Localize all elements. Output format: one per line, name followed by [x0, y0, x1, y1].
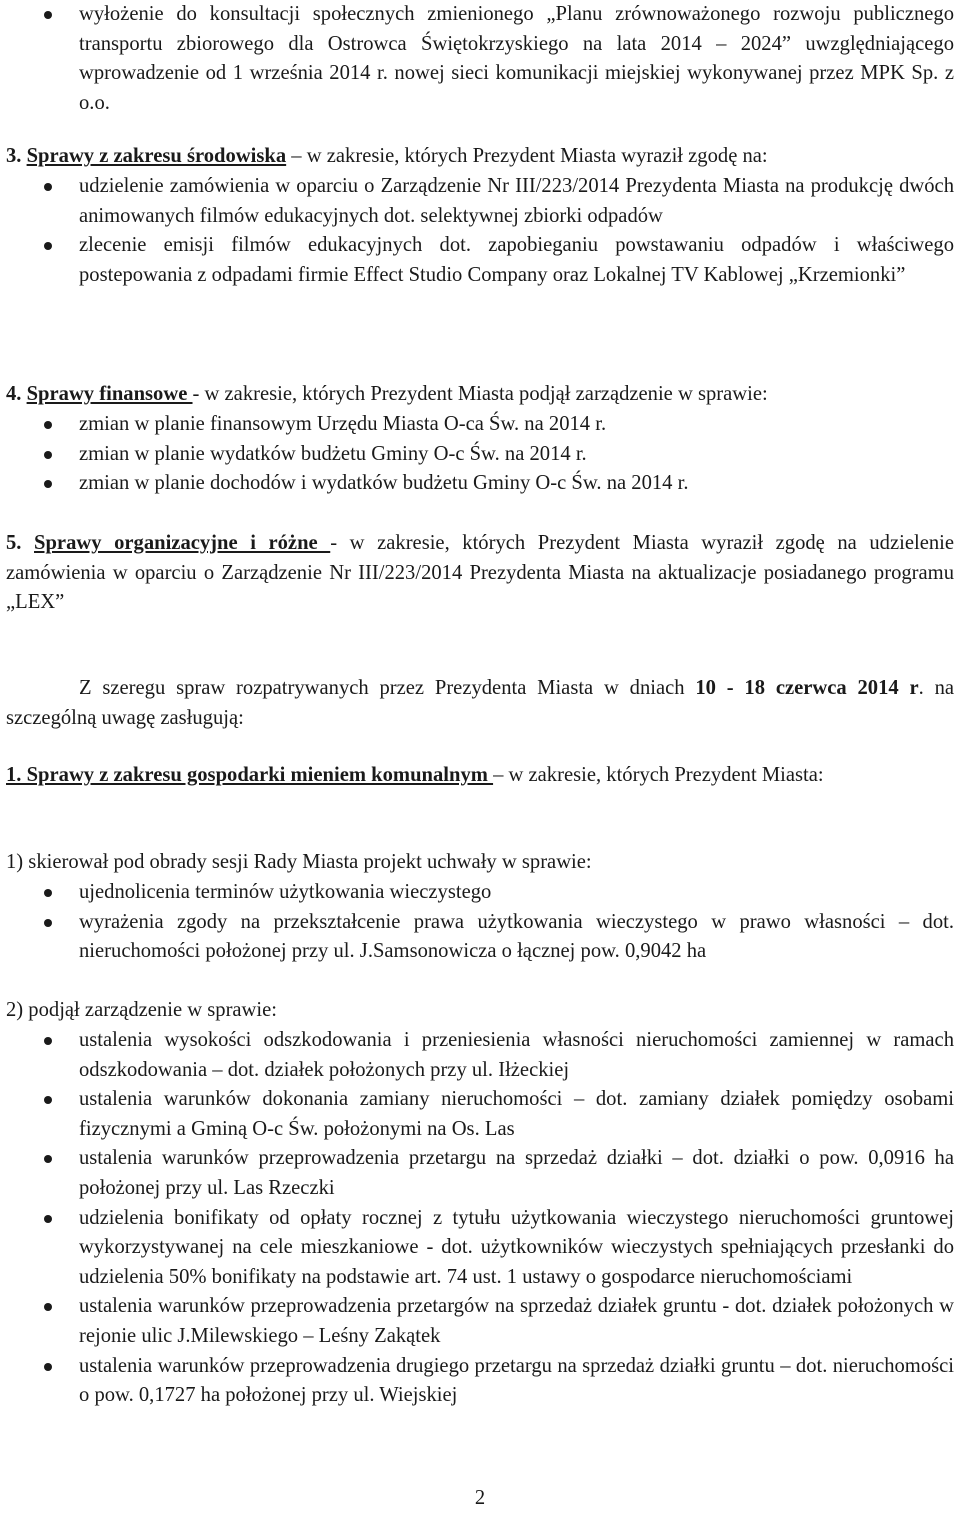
- list-item: zlecenie emisji filmów edukacyjnych dot. zapobieganiu powstawaniu odpadów i właściwego postepowania z odpadami firmie Effect Studio Company oraz Lokalnej TV Kablowej „Krzemionki”: [6, 231, 954, 290]
- section-intro: – w zakresie, których Prezydent Miasta:: [493, 764, 824, 786]
- list-item: zmian w planie dochodów i wydatków budżetu Gminy O-c Św. na 2014 r.: [6, 469, 954, 499]
- section-5-paragraph: [6, 529, 954, 618]
- list-item: ustalenia warunków dokonania zamiany nieruchomości – dot. zamiany działek pomiędzy osobami fizycznymi a Gminą O-c Św. położonymi na Os. Las: [6, 1085, 954, 1144]
- section-number: 5.: [6, 532, 35, 554]
- summary-tail: . na szczególną uwagę zasługują:: [6, 677, 955, 729]
- list-item: ustalenia warunków przeprowadzenia przetargu na sprzedaż działki – dot. działki o pow. 0,0916 ha położonej przy ul. Las Rzeczki: [6, 1144, 954, 1203]
- section-title: Sprawy z zakresu środowiska: [26, 145, 287, 167]
- section-intro: - w zakresie, których Prezydent Miasta podjął zarządzenie w sprawie:: [192, 383, 768, 405]
- list-item: ujednolicenia terminów użytkowania wieczystego: [6, 878, 954, 908]
- list-item: ustalenia wysokości odszkodowania i przeniesienia własności nieruchomości zamiennej w ramach odszkodowania – dot. działek położonych przy ul. Iłżeckiej: [6, 1026, 954, 1085]
- section-number: 3.: [6, 145, 27, 167]
- list-item: ustalenia warunków przeprowadzenia drugiego przetargu na sprzedaż działki gruntu – dot. nieruchomości o pow. 0,1727 ha położonej przy ul. Wiejskiej: [6, 1352, 954, 1411]
- list-item: zmian w planie finansowym Urzędu Miasta O-ca Św. na 2014 r.: [6, 410, 954, 440]
- section-3-heading: [6, 142, 954, 172]
- summary-dates: 10 - 18 czerwca 2014 r: [695, 677, 919, 699]
- top-bullet-list: [6, 0, 954, 118]
- list-item: udzielenia bonifikaty od opłaty rocznej z tytułu użytkowania wieczystego nieruchomości gruntowej wykorzystywanej na cele mieszkaniowe - dot. użytkowników wieczystych spełniających przesłanki do udzielenia 50% bonifikaty na podstawie art. 74 ust. 1 ustawy o gospodarce nieruchomościami: [6, 1204, 954, 1293]
- section-4-heading: [6, 380, 954, 410]
- section-intro: – w zakresie, których Prezydent Miasta wyraził zgodę na:: [286, 145, 768, 167]
- list-item: zmian w planie wydatków budżetu Gminy O-c Św. na 2014 r.: [6, 440, 954, 470]
- subsection-1-label: 1) skierował pod obrady sesji Rady Miasta projekt uchwały w sprawie:: [6, 851, 592, 873]
- list-item: udzielenie zamówienia w oparciu o Zarządzenie Nr III/223/2014 Prezydenta Miasta na produkcję dwóch animowanych filmów edukacyjnych dot. selektywnej zbiorki odpadów: [6, 172, 954, 231]
- list-item: wyrażenia zgody na przekształcenie prawa użytkowania wieczystego w prawo własności – dot. nieruchomości położonej przy ul. J.Samsonowicza o łącznej pow. 0,9042 ha: [6, 908, 954, 967]
- subsection-1-list: [6, 878, 954, 967]
- section-intro: - w zakresie, których Prezydent Miasta wyraził zgodę na udzielenie zamówienia w oparciu o Zarządzenie Nr III/223/2014 Prezydenta Miasta na aktualizacje posiadanego programu „LEX”: [6, 532, 954, 614]
- section-3-list: [6, 172, 954, 290]
- summary-paragraph: [6, 674, 954, 733]
- section-4-list: [6, 410, 954, 499]
- page-number: 2: [474, 1487, 486, 1509]
- list-item: ustalenia warunków przeprowadzenia przetargów na sprzedaż działek gruntu - dot. działek położonych w rejonie ulic J.Milewskiego – Leśny Zakątek: [6, 1292, 954, 1351]
- section-title: 1. Sprawy z zakresu gospodarki mieniem komunalnym: [6, 764, 494, 786]
- section-b1-heading: [6, 761, 954, 791]
- subsection-2-list: [6, 1026, 954, 1411]
- section-title: Sprawy organizacyjne i różne: [34, 532, 331, 554]
- section-number: 4.: [6, 383, 27, 405]
- section-title: Sprawy finansowe: [26, 383, 193, 405]
- summary-lead: Z szeregu spraw rozpatrywanych przez Prezydenta Miasta w dniach: [79, 677, 696, 699]
- list-item: wyłożenie do konsultacji społecznych zmienionego „Planu zrównoważonego rozwoju publicznego transportu zbiorowego dla Ostrowca Świętokrzyskiego na lata 2014 – 2024” uwzględniającego wprowadzenie od 1 września 2014 r. nowej sieci komunikacji miejskiej wykonywanej przez MPK Sp. z o.o.: [6, 0, 954, 118]
- subsection-2-label: 2) podjął zarządzenie w sprawie:: [6, 999, 278, 1021]
